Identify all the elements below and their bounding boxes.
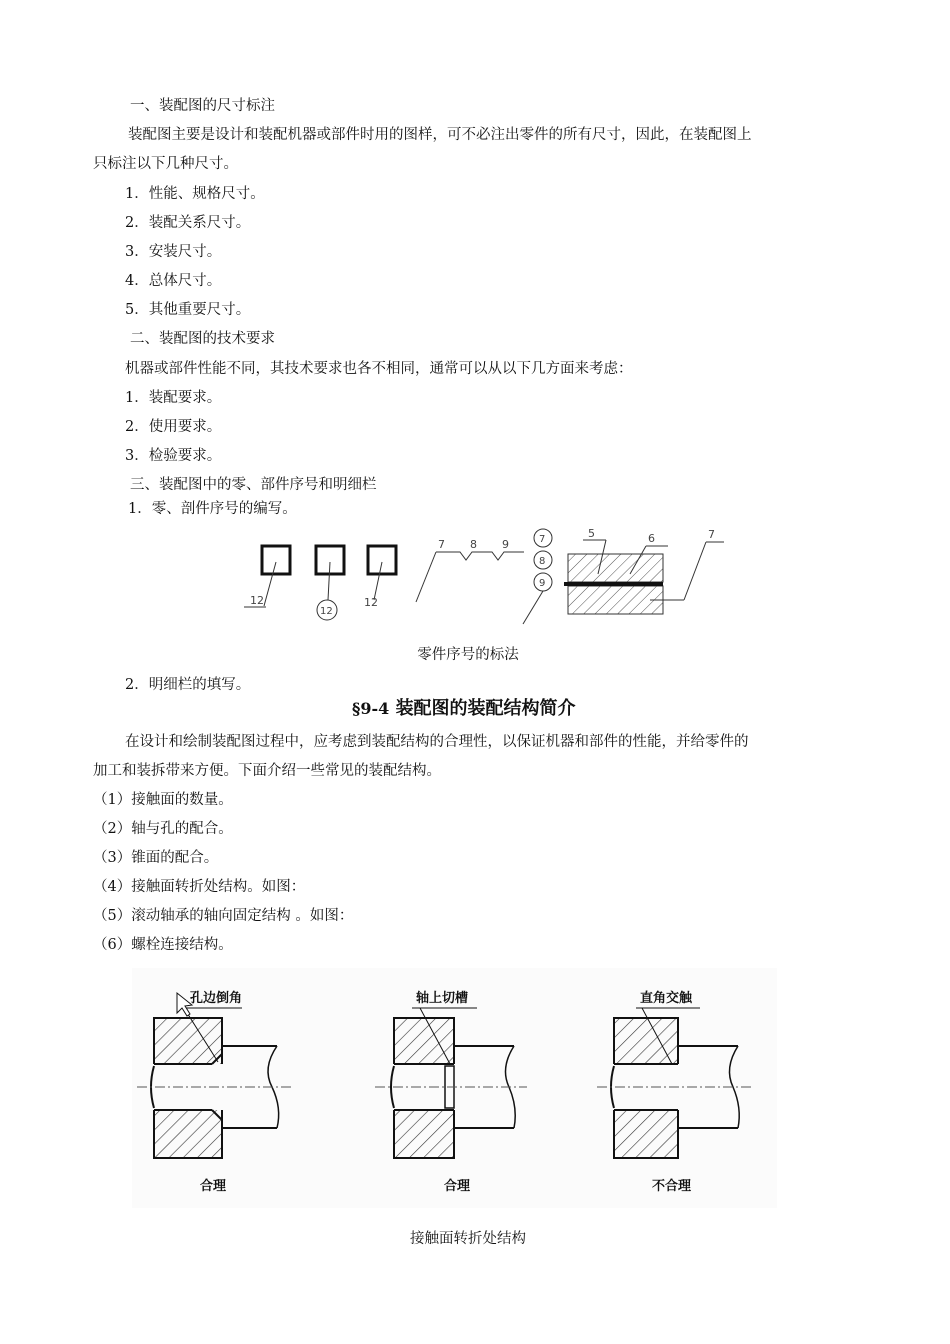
section4-item-4: （4）接触面转折处结构。如图： xyxy=(93,879,306,895)
section4-item-3: （3）锥面的配合。 xyxy=(93,850,219,866)
label-f: 9 xyxy=(502,538,509,551)
panel3-label-bottom: 不合理 xyxy=(652,1179,692,1194)
section2-item-3: 3．检验要求。 xyxy=(125,448,222,464)
assembly-block-lower xyxy=(568,586,663,614)
figure2-caption: 接触面转折处结构 xyxy=(410,1231,526,1247)
section4-heading-number: §9-4 xyxy=(352,699,390,718)
section1-para-line1: 装配图主要是设计和装配机器或部件时用的图样，可不必注出零件的所有尺寸，因此，在装配图上 xyxy=(128,127,752,143)
label-c: 12 xyxy=(364,596,378,609)
section2-para: 机器或部件性能不同，其技术要求也各不相同，通常可以从以下几方面来考虑： xyxy=(125,361,633,377)
label-k: 6 xyxy=(648,532,655,545)
panel1-label-bottom: 合理 xyxy=(200,1179,227,1194)
section4-para-line2: 加工和装拆带来方便。下面介绍一些常见的装配结构。 xyxy=(93,763,441,779)
section3-title: 三、装配图中的零、部件序号和明细栏 xyxy=(130,477,377,493)
panel2-label-top: 轴上切槽 xyxy=(416,991,469,1006)
section2-title: 二、装配图的技术要求 xyxy=(130,331,275,347)
section4-para-line1: 在设计和绘制装配图过程中，应考虑到装配结构的合理性，以保证机器和部件的性能，并给零件的 xyxy=(125,734,749,750)
label-h: 8 xyxy=(539,556,546,567)
section4-heading-text: 装配图的装配结构简介 xyxy=(395,698,576,719)
section2-item-2: 2．使用要求。 xyxy=(125,419,222,435)
part-box-3 xyxy=(368,546,396,574)
section1-item-1: 1．性能、规格尺寸。 xyxy=(125,186,265,202)
section3-item-1: 1．零、剖件序号的编写。 xyxy=(128,501,297,517)
section4-item-1: （1）接触面的数量。 xyxy=(93,792,233,808)
section1-item-4: 4．总体尺寸。 xyxy=(125,273,222,289)
part-numbering-figure xyxy=(238,518,728,633)
panel1-label-top: 孔边倒角 xyxy=(190,991,243,1006)
panel2-label-bottom: 合理 xyxy=(444,1179,471,1194)
section1-item-5: 5．其他重要尺寸。 xyxy=(125,302,251,318)
label-b: 12 xyxy=(320,606,333,617)
section2-item-1: 1．装配要求。 xyxy=(125,390,222,406)
label-i: 9 xyxy=(539,578,546,589)
section4-item-2: （2）轴与孔的配合。 xyxy=(93,821,233,837)
part-box-1 xyxy=(262,546,290,574)
section4-item-5: （5）滚动轴承的轴向固定结构 。如图： xyxy=(93,908,354,924)
contact-corner-figure xyxy=(132,968,777,1208)
section4-item-6: （6）螺栓连接结构。 xyxy=(93,937,233,953)
panel3-label-top: 直角交触 xyxy=(640,991,693,1006)
label-a: 12 xyxy=(250,594,264,607)
section1-item-3: 3．安装尺寸。 xyxy=(125,244,222,260)
label-e: 8 xyxy=(470,538,477,551)
section1-para-line2: 只标注以下几种尺寸。 xyxy=(93,156,238,172)
label-d: 7 xyxy=(438,538,445,551)
figure1-caption: 零件序号的标法 xyxy=(417,647,519,663)
assembly-block-upper xyxy=(568,554,663,582)
label-j: 5 xyxy=(588,527,595,540)
section1-item-2: 2．装配关系尺寸。 xyxy=(125,215,251,231)
section4-heading xyxy=(352,697,576,721)
label-g: 7 xyxy=(539,534,546,545)
label-l: 7 xyxy=(708,528,715,541)
section1-title: 一、装配图的尺寸标注 xyxy=(130,98,275,114)
section3-item-2: 2．明细栏的填写。 xyxy=(125,677,251,693)
